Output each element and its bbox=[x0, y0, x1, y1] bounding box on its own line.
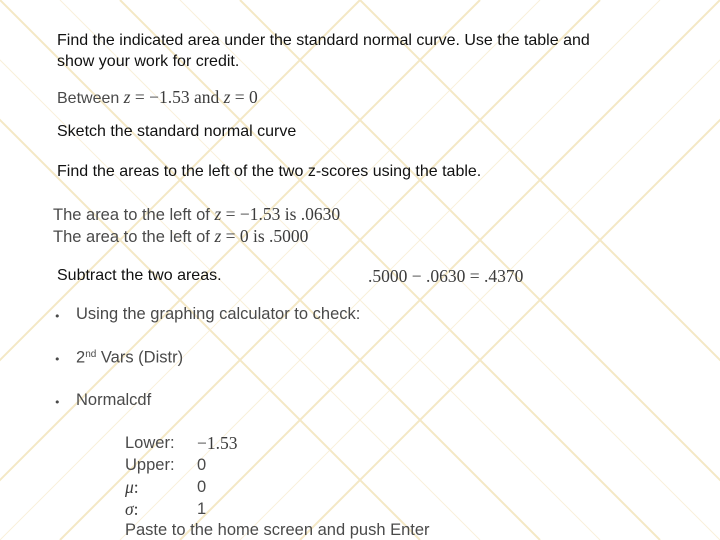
area-prefix: The area to the left of bbox=[53, 228, 215, 246]
bullet-item-calculator-check: Using the graphing calculator to check: bbox=[76, 305, 361, 323]
subtract-instruction: Subtract the two areas. bbox=[57, 267, 222, 284]
z-variable: z bbox=[214, 204, 222, 224]
z-variable: z bbox=[223, 87, 231, 107]
area-prefix: The area to the left of bbox=[53, 206, 215, 224]
between-word: Between bbox=[57, 90, 120, 107]
bullet-item-normalcdf: Normalcdf bbox=[76, 391, 152, 409]
bullet-item-vars-distr bbox=[76, 348, 183, 368]
area-row-1 bbox=[53, 204, 340, 225]
sigma-value: 1 bbox=[197, 500, 207, 518]
lower-value: −1.53 bbox=[197, 433, 238, 453]
sketch-instruction: Sketch the standard normal curve bbox=[57, 123, 297, 140]
intro-line-2: show your work for credit. bbox=[57, 53, 240, 70]
intro-line-1: Find the indicated area under the standard normal curve. Use the table and bbox=[57, 32, 590, 49]
bullet-marker: • bbox=[54, 310, 61, 323]
between-eq-part-2: = 0 bbox=[230, 87, 258, 107]
mu-value: 0 bbox=[197, 478, 207, 496]
mu-colon: : bbox=[133, 477, 139, 497]
area-row-1-rest: = −1.53 is .0630 bbox=[221, 204, 341, 224]
upper-label: Upper: bbox=[125, 456, 175, 474]
area-row-2 bbox=[53, 226, 308, 247]
vars-distr-text: Vars (Distr) bbox=[96, 348, 184, 367]
z-variable: z bbox=[123, 87, 131, 107]
between-statement bbox=[57, 87, 258, 108]
bullet-marker: • bbox=[54, 353, 61, 366]
upper-value: 0 bbox=[197, 456, 207, 474]
sigma-colon: : bbox=[133, 499, 139, 519]
second-key-number: 2 bbox=[76, 348, 86, 367]
sigma-symbol: σ bbox=[125, 499, 134, 519]
intro-instruction bbox=[57, 30, 677, 72]
paste-instruction: Paste to the home screen and push Enter bbox=[125, 521, 430, 539]
area-row-2-rest: = 0 is .5000 bbox=[221, 226, 309, 246]
subtract-equation: .5000 − .0630 = .4370 bbox=[368, 266, 524, 286]
between-eq-part-1: = −1.53 and bbox=[130, 87, 224, 107]
lower-label: Lower: bbox=[125, 434, 175, 452]
z-variable: z bbox=[214, 226, 222, 246]
bullet-marker: • bbox=[54, 396, 61, 409]
find-areas-instruction: Find the areas to the left of the two z-scores using the table. bbox=[57, 163, 482, 180]
mu-label bbox=[125, 477, 139, 498]
second-key-superscript: nd bbox=[85, 349, 97, 360]
sigma-label bbox=[125, 499, 139, 520]
mu-symbol: μ bbox=[125, 477, 134, 497]
